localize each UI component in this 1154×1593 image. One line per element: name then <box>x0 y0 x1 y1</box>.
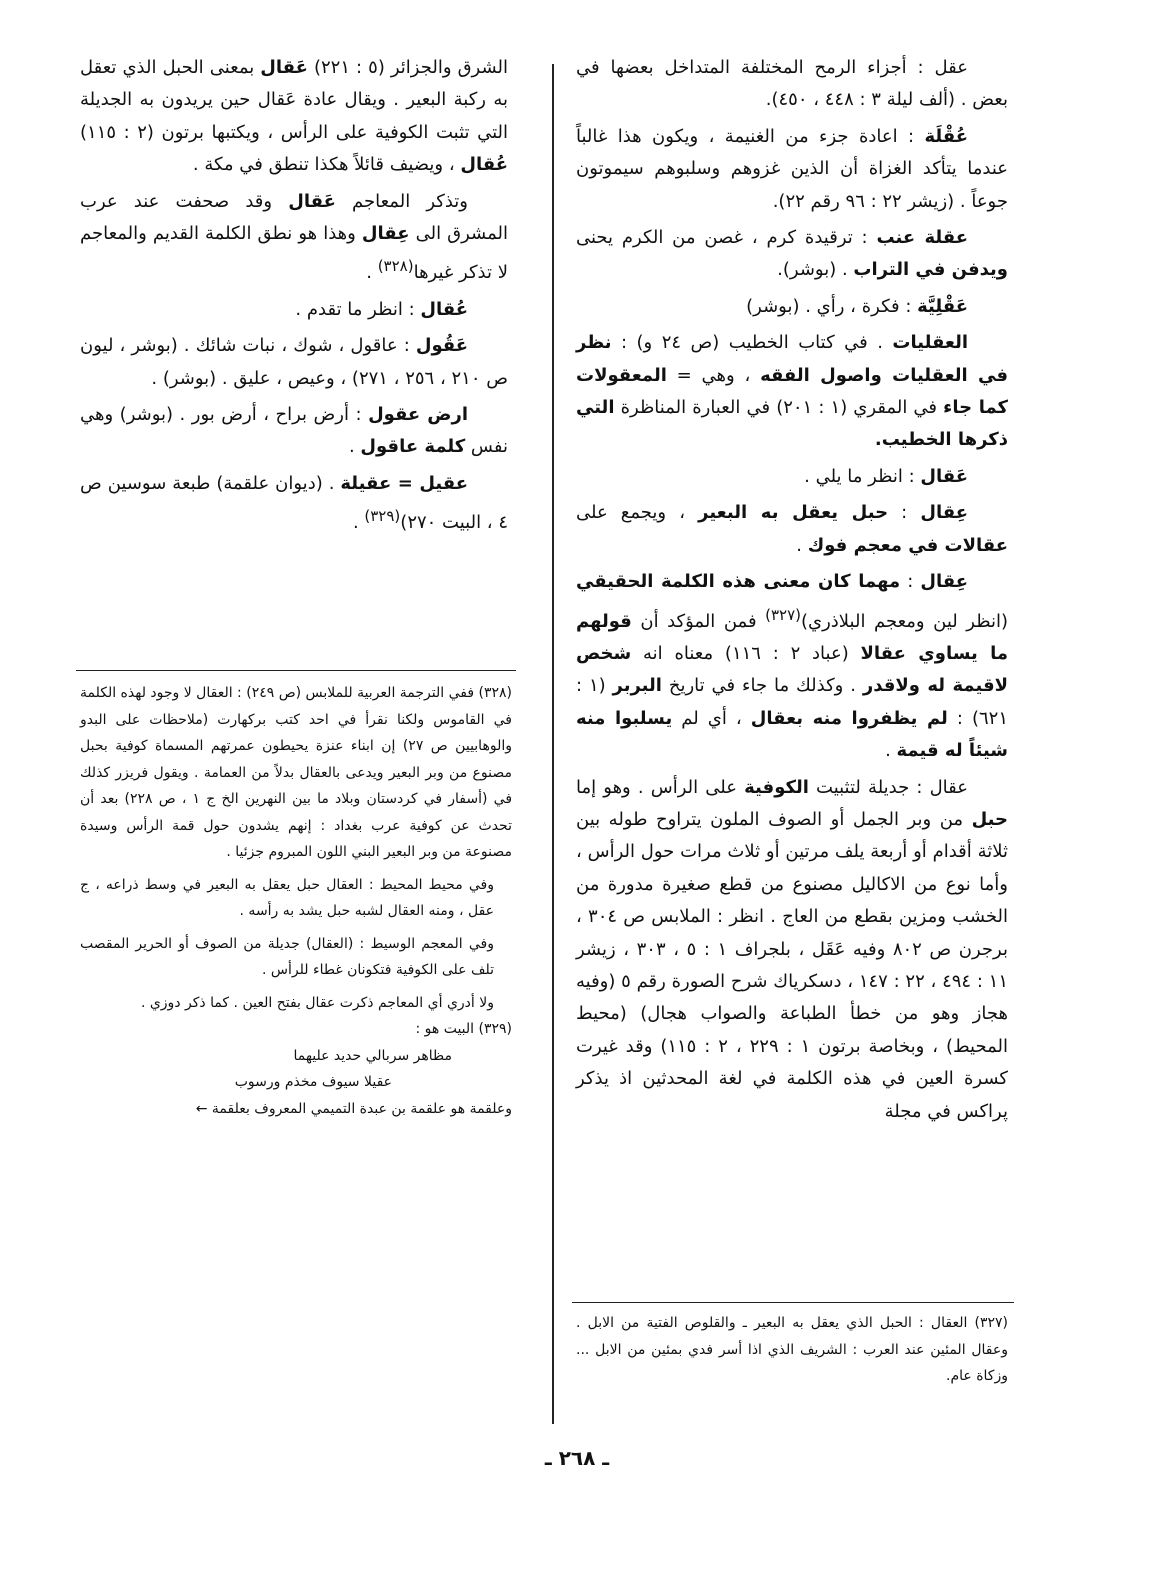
entry-aqliyya: عَقْلِيَّة : فكرة ، رأي . (بوشر) <box>746 295 968 317</box>
entry-ard-aqul: ارض عقول : أرض براح ، أرض بور . (بوشر) وهي نفس كلمة عاقول . <box>80 404 508 458</box>
entry-uqla: عُقْلَة : اعادة جزء من الغنيمة ، ويكون هذا غالباً عندما يتأكد الغزاة أن الذين غزوهم وسلبوهم سيموتون جوعاً . (زيشر ٢٢ : ٩٦ رقم ٢٢). <box>576 125 1008 212</box>
footnotes-right <box>576 1310 1008 1390</box>
entry-iqal-kufiya: عقال : جديلة لتثبيت الكوفية على الرأس . وهو إما حبل من وبر الجمل أو الصوف الملون يتراوح طوله بين ثلاثة أقدام أو أربعة يلف مرتين أو ثلاث مرات حول الرأس ، وأما نوع من الاكاليل مصنوع من قطع صغيرة مدورة من الخشب ومزين بقطع من العاج . انظر : الملابس ص ٣٠٤ ، برجرن ص ٨٠٢ وفيه عَقَل ، بلجراف ١ : ٥ ، ٣٠٣ ، زيشر ١١ : ٤٩٤ ، ٢٢ : ١٤٧ ، دسكرياك شرح الصورة رقم ٥ (وفيه هجاز وهو من خطأ الطباعة والصواب هجال) (محيط المحيط) ، وبخاصة برتون ١ : ٢٢٩ ، ٢ : ١١٥) وقد غيرت كسرة العين في هذه الكلمة في لغة المحدثين اذ يذكر پراكس في مجلة <box>576 776 1008 1122</box>
footnote-329: (٣٢٩) البيت هو : <box>415 1021 512 1037</box>
entry-dictionaries: وتذكر المعاجم عَقال وقد صحفت عند عرب المشرق الى عِقال وهذا هو نطق الكلمة القديم والمعاجم لا تذكر غيرها$^{(٣٢٨)}$ . <box>80 190 509 284</box>
footnote-rule-right <box>572 1302 1014 1303</box>
footnote-rule-left <box>76 670 516 671</box>
footnote-ref-329: (٣٢٩) <box>364 507 401 526</box>
page-number: ـ ٢٦٨ ـ <box>544 1446 610 1470</box>
footnote-328-muhit: وفي محيط المحيط : العقال حبل يعقل به البعير في وسط ذراعه ، ج عقل ، ومنه العقال لشبه حبل يشد به رأسه . <box>80 876 494 919</box>
footnote-329-alqama: وعلقمة هو علقمة بن عبدة التميمي المعروف بعلقمة ← <box>195 1100 512 1117</box>
column-divider <box>552 64 554 1424</box>
entry-aqal-continued: الشرق والجزائر (٥ : ٢٢١) عَقال بمعنى الحبل الذي تعقل به ركبة البعير . ويقال عادة عَقال حين يريدون به الجديلة التي تثبت الكوفية على الرأس ، ويكتبها برتون (٢ : ١١٥) عُقال ، ويضيف قائلاً هكذا تنطق في مكة . <box>80 57 509 176</box>
entry-iqal-rope: عِقال : حبل يعقل به البعير ، ويجمع على عقالات في معجم فوك . <box>576 502 1008 556</box>
entry-uqal: عُقال : انظر ما تقدم . <box>295 298 468 320</box>
entry-aqul: عَقُول : عاقول ، شوك ، نبات شائك . (بوشر ، ليون ص ٢١٠ ، ٢٥٦ ، ٢٧١) ، وعيص ، عليق . (بوشر) . <box>80 335 508 389</box>
entry-aql-spear: عقل : أجزاء الرمح المختلفة المتداخل بعضها في بعض . (ألف ليلة ٣ : ٤٤٨ ، ٤٥٠). <box>576 57 1008 111</box>
entry-uqlat-inab: عقلة عنب : ترقيدة كرم ، غصن من الكرم يحنى ويدفن في التراب . (بوشر). <box>576 227 1008 281</box>
footnote-328: (٣٢٨) ففي الترجمة العربية للملابس (ص ٢٤٩) : العقال لا وجود لهذه الكلمة في القاموس ولكنا نقرأ في احد كتب بركهارت (ملاحظات على البدو والوهابيين ص ٢٧) إن ابناء عنزة يحيطون عمرتهم المسماة كوفية بحبل مصنوع من وبر البعير ويدعى بالعقال بدلاً من العمامة . ويقول فريزر كذلك في (أسفار في كردستان وبلاد ما بين النهرين الخ ج ١ ، ص ٢٢٨) بعد أن تحدث عن كوفية عرب بغداد : إنهم يشدون حول قمة الرأس وسيدة مصنوعة من وبر البعير البني اللون المبروم جزئيا . <box>79 685 513 860</box>
entry-aqil: عقيل = عقيلة . (ديوان علقمة) طبعة سوسين ص ٤ ، البيت ٢٧٠)$^{(٣٢٩)}$ . <box>80 472 508 534</box>
verse-line-2: عقيلا سيوف مخذم ورسوب <box>234 1074 392 1090</box>
verse-line-1: مظاهر سربالي حديد عليهما <box>293 1047 452 1064</box>
footnote-ref-327: (٣٢٧) <box>765 605 801 624</box>
entry-iqal-meaning: عِقال : مهما كان معنى هذه الكلمة الحقيقي (انظر لين ومعجم البلاذري)$^{(٣٢٧)}$ فمن المؤكد أن قولهم ما يساوي عقالا (عباد ٢ : ١١٦) معناه انه شخص لاقيمة له ولاقدر . وكذلك ما جاء في تاريخ البربر (١ : ٦٢١) : لم يظفروا منه بعقال ، أي لم يسلبوا منه شيئاً له قيمة . <box>576 571 1009 762</box>
right-column <box>576 52 1008 1128</box>
left-column <box>80 52 508 540</box>
entry-aqal-see: عَقال : انظر ما يلي . <box>804 465 968 487</box>
footnote-327: (٣٢٧) العقال : الحبل الذي يعقل به البعير ـ والقلوص الفتية من الابل . وعقال المئين عند العرب : الشريف الذي اذا أسر فدي بمئين من الابل ... وزكاة عام. <box>576 1315 1008 1384</box>
footnotes-left <box>80 680 512 1122</box>
footnote-328-note: ولا أدري أي المعاجم ذكرت عقال بفتح العين . كما ذكر دوزي . <box>140 994 494 1011</box>
footnote-ref-328: (٣٢٨) <box>377 257 414 276</box>
footnote-328-wasit: وفي المعجم الوسيط : (العقال) جديلة من الصوف أو الحرير المقصب تلف على الكوفية فتكونان غطاء للرأس . <box>80 935 494 978</box>
entry-aqliyyat: العقليات . في كتاب الخطيب (ص ٢٤ و) : نظر في العقليات واصول الفقه ، وهي = المعقولات كما جاء في المقري (١ : ٢٠١) في العبارة المناظرة التي ذكرها الخطيب. <box>576 332 1009 451</box>
